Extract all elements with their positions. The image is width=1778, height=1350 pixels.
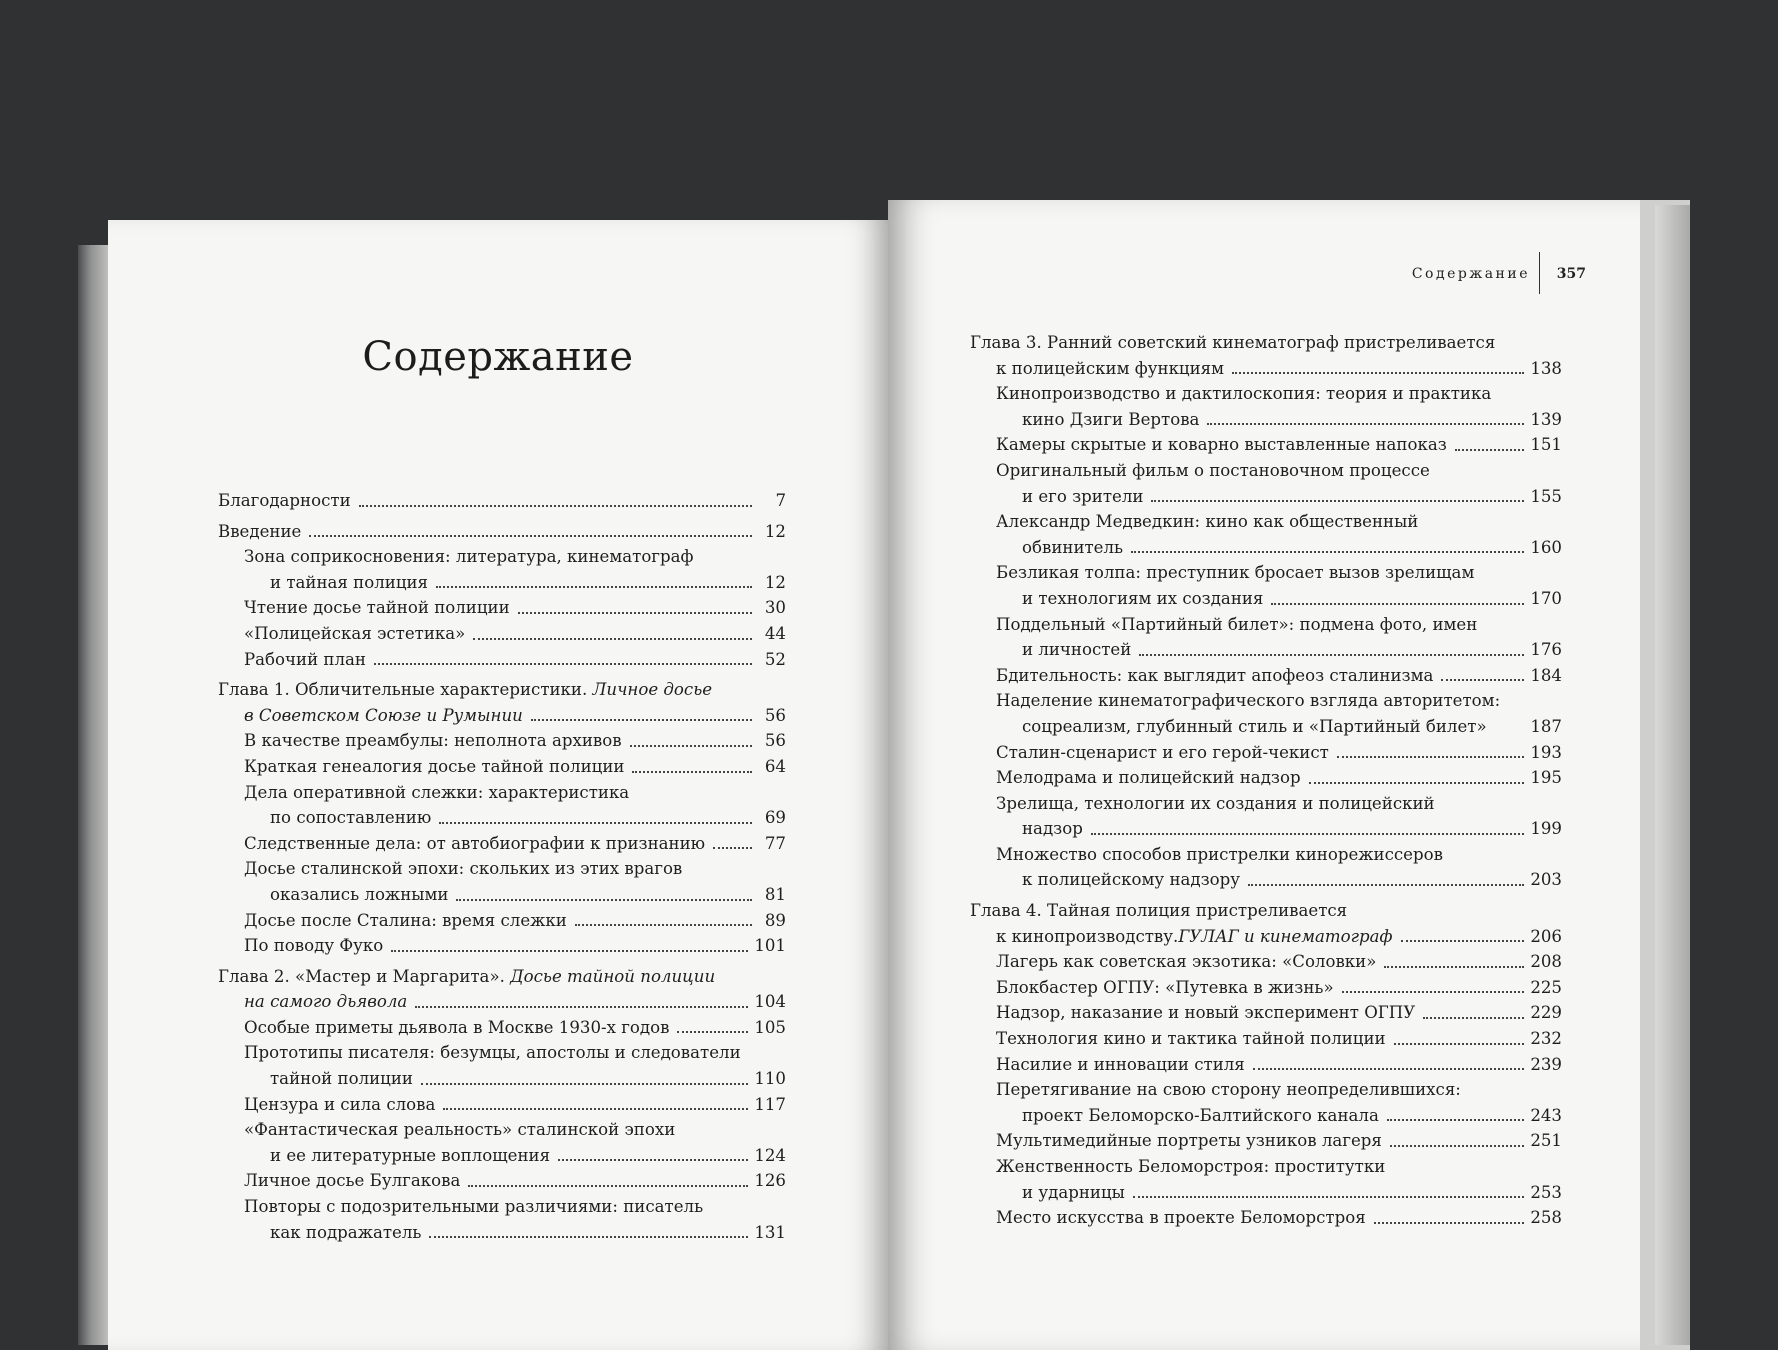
toc-text: Чтение досье тайной полиции [244, 598, 510, 618]
toc-text: Краткая генеалогия досье тайной полиции [244, 756, 625, 776]
toc-page-number: 117 [754, 1094, 786, 1114]
toc-entry [970, 791, 1562, 842]
dot-leader [1232, 372, 1524, 374]
toc-text: Повторы с подозрительными различиями: писатель [244, 1197, 704, 1217]
toc-page-number: 258 [1530, 1208, 1562, 1228]
toc-entry [218, 488, 786, 514]
toc-text: Множество способов пристрелки кинорежиссеров [996, 844, 1443, 864]
running-title: Содержание [1411, 266, 1530, 282]
toc-page-number: 151 [1530, 435, 1562, 455]
toc-line [970, 791, 1562, 817]
toc-text: «Фантастическая реальность» сталинской эпохи [244, 1120, 676, 1140]
dot-leader [1253, 1068, 1525, 1070]
toc-page-number: 195 [1530, 768, 1562, 788]
toc-line [218, 1040, 786, 1066]
dot-leader [429, 1236, 748, 1238]
toc-line [970, 1154, 1562, 1180]
dot-leader [468, 1185, 748, 1187]
toc-line [218, 544, 786, 570]
toc-entry [970, 1000, 1562, 1026]
toc-line [970, 663, 1562, 689]
toc-text: Надзор, наказание и новый эксперимент ОГПУ [996, 1003, 1416, 1023]
toc-text: По поводу Фуко [244, 936, 384, 956]
toc-line [970, 740, 1562, 766]
toc-line [970, 975, 1562, 1001]
toc-page-number: 56 [764, 705, 786, 725]
toc-entry [970, 1077, 1562, 1128]
toc-line [970, 535, 1562, 561]
toc-line [218, 754, 786, 780]
toc-line [218, 856, 786, 882]
toc-text: Личное досье Булгакова [244, 1171, 461, 1191]
dot-leader [1342, 991, 1525, 993]
toc-text: В качестве преамбулы: неполнота архивов [244, 731, 622, 751]
book-edge-left [78, 245, 108, 1345]
toc-text: оказались ложными [270, 884, 449, 904]
toc-line [970, 1026, 1562, 1052]
toc-line [218, 1015, 786, 1041]
toc-page-number: 69 [764, 808, 786, 828]
toc-text: тайной полиции [270, 1069, 413, 1089]
dot-leader [531, 719, 752, 721]
toc-page-number: 44 [764, 623, 786, 643]
toc-page-number: 193 [1530, 742, 1562, 762]
toc-text: Дела оперативной слежки: характеристика [244, 782, 630, 802]
toc-entry [970, 612, 1562, 663]
toc-line [970, 688, 1562, 714]
toc-page-number: 12 [764, 521, 786, 541]
toc-entry [970, 1026, 1562, 1052]
toc-page-number: 77 [764, 833, 786, 853]
dot-leader [1207, 423, 1524, 425]
toc-entry [970, 740, 1562, 766]
toc-page-number: 208 [1530, 952, 1562, 972]
dot-leader [421, 1083, 748, 1085]
toc-text: и тайная полиция [270, 572, 429, 592]
toc-text: Блокбастер ОГПУ: «Путевка в жизнь» [996, 977, 1334, 997]
toc-text: Мультимедийные портреты узников лагеря [996, 1131, 1382, 1151]
dot-leader [1401, 940, 1525, 942]
dot-leader [1455, 449, 1525, 451]
dot-leader [1248, 884, 1524, 886]
toc-entry [218, 1168, 786, 1194]
toc-entry [970, 975, 1562, 1001]
toc-text: Досье после Сталина: время слежки [244, 910, 567, 930]
toc-text: Женственность Беломорстроя: проститутки [996, 1157, 1386, 1176]
dot-leader [1151, 500, 1524, 502]
toc-text: Цензура и сила слова [244, 1094, 436, 1114]
toc-text: Глава 3. Ранний советский кинематограф пристреливается [970, 333, 1496, 352]
toc-text: Бдительность: как выглядит апофеоз сталинизма [996, 665, 1434, 685]
toc-entry [970, 765, 1562, 791]
dot-leader [309, 535, 752, 537]
toc-line [970, 330, 1562, 356]
toc-text: Наделение кинематографического взгляда авторитетом: [996, 691, 1501, 711]
toc-page-number: 138 [1530, 358, 1562, 378]
toc-line [218, 882, 786, 908]
toc-text: проект Беломорско-Балтийского канала [1022, 1105, 1379, 1125]
dot-leader [1133, 1196, 1524, 1198]
toc-text: кино Дзиги Вертова [1022, 409, 1200, 429]
toc-line [970, 898, 1562, 924]
toc-text: Место искусства в проекте Беломорстроя [996, 1208, 1366, 1228]
toc-line [218, 595, 786, 621]
toc-page-number: 253 [1530, 1182, 1562, 1202]
dot-leader [1271, 603, 1524, 605]
toc-line [218, 647, 786, 673]
dot-leader [1387, 1119, 1524, 1121]
toc-line [218, 1117, 786, 1143]
toc-entry [218, 519, 786, 545]
toc-entry [218, 647, 786, 673]
toc-page-number: 64 [764, 756, 786, 776]
toc-line [970, 714, 1562, 740]
toc-text: Поддельный «Партийный билет»: подмена фото, имен [996, 614, 1478, 634]
dot-leader [518, 612, 752, 614]
dot-leader [677, 1031, 748, 1033]
toc-page-number: 101 [754, 936, 786, 956]
toc-line [970, 1000, 1562, 1026]
dot-leader [1131, 551, 1524, 553]
toc-text: Глава 1. Обличительные характеристики. [218, 680, 588, 700]
toc-entry [970, 1205, 1562, 1231]
toc-entry [970, 1154, 1562, 1205]
toc-page-number: 81 [764, 884, 786, 904]
running-header-rule [1539, 252, 1540, 294]
toc-line [970, 1103, 1562, 1129]
toc-text: Глава 4. Тайная полиция пристреливается [970, 901, 1348, 921]
dot-leader [391, 950, 748, 952]
toc-text: Следственные дела: от автобиографии к признанию [244, 833, 706, 853]
toc-line [970, 949, 1562, 975]
toc-line [218, 519, 786, 545]
dot-leader [1337, 756, 1525, 758]
toc-line [218, 780, 786, 806]
toc-entry [218, 621, 786, 647]
toc-text: Зона соприкосновения: литература, кинематограф [244, 547, 694, 567]
toc-text: по сопоставлению [270, 808, 432, 828]
dot-leader [1374, 1222, 1525, 1224]
toc-text: Камеры скрытые и коварно выставленные напоказ [996, 435, 1447, 455]
toc-line [218, 805, 786, 831]
toc-line [970, 560, 1562, 586]
toc-line [218, 989, 786, 1015]
dot-leader [374, 663, 752, 665]
toc-text: Насилие и инновации стиля [996, 1054, 1245, 1074]
toc-entry [218, 1040, 786, 1091]
dot-leader [456, 899, 752, 901]
dot-leader [439, 822, 752, 824]
dot-leader [575, 924, 752, 926]
toc-entry [218, 728, 786, 754]
toc-entry [970, 1128, 1562, 1154]
toc-entry [970, 688, 1562, 739]
toc-text: соцреализм, глубинный стиль и «Партийный билет» [1022, 716, 1487, 736]
toc-entry [970, 509, 1562, 560]
toc-page-number: 131 [754, 1222, 786, 1242]
toc-entry [218, 933, 786, 959]
toc-text: к полицейским функциям [996, 358, 1225, 378]
toc-text: Введение [218, 521, 302, 541]
toc-text: к кинопроизводству. [996, 926, 1179, 946]
toc-text: Прототипы писателя: безумцы, апостолы и следователи [244, 1043, 741, 1063]
toc-entry [218, 1117, 786, 1168]
toc-text: в Советском Союзе и Румынии [244, 705, 523, 725]
toc-line [970, 356, 1562, 382]
toc-entry [218, 1015, 786, 1041]
toc-text: Перетягивание на свою сторону неопределившихся: [996, 1080, 1461, 1100]
toc-entry [218, 856, 786, 907]
toc-line [970, 484, 1562, 510]
toc-page-number: 30 [764, 598, 786, 618]
toc-line [218, 1066, 786, 1092]
toc-entry [970, 432, 1562, 458]
toc-text: к полицейскому надзору [1022, 870, 1241, 890]
toc-line [970, 867, 1562, 893]
toc-entry [218, 780, 786, 831]
toc-line [218, 1143, 786, 1169]
toc-line [970, 407, 1562, 433]
toc-entry [970, 560, 1562, 611]
toc-entry [970, 949, 1562, 975]
dot-leader [473, 638, 752, 640]
toc-line [970, 1128, 1562, 1154]
toc-entry [218, 754, 786, 780]
toc-entry [970, 381, 1562, 432]
toc-text: надзор [1022, 819, 1083, 839]
toc-line [970, 1180, 1562, 1206]
toc-line [218, 1092, 786, 1118]
dot-leader [630, 745, 752, 747]
toc-entry [970, 663, 1562, 689]
toc-text: Мелодрама и полицейский надзор [996, 768, 1301, 788]
toc-text: Александр Медведкин: кино как общественный [996, 512, 1419, 532]
toc-line [218, 703, 786, 729]
toc-left [218, 488, 786, 1245]
toc-line [970, 458, 1562, 484]
toc-entry [218, 964, 786, 1015]
toc-page-number: 12 [764, 572, 786, 592]
toc-text: обвинитель [1022, 537, 1124, 557]
toc-page-number: 126 [754, 1171, 786, 1191]
toc-text: Досье сталинской эпохи: скольких из этих врагов [244, 859, 683, 879]
toc-entry [218, 595, 786, 621]
toc-line [970, 509, 1562, 535]
toc-text: и ее литературные воплощения [270, 1145, 551, 1165]
toc-text: «Полицейская эстетика» [244, 623, 466, 643]
toc-page-number: 160 [1530, 537, 1562, 557]
book-page-stack [1655, 205, 1690, 1345]
dot-leader [1091, 833, 1524, 835]
toc-entry [970, 898, 1562, 949]
toc-entry [218, 831, 786, 857]
toc-line [970, 381, 1562, 407]
toc-text: и технологиям их создания [1022, 588, 1264, 608]
toc-page-number: 184 [1530, 665, 1562, 685]
dot-leader [1139, 654, 1524, 656]
toc-text: Кинопроизводство и дактилоскопия: теория и практика [996, 384, 1492, 404]
toc-text: на самого дьявола [244, 992, 408, 1012]
toc-page-number: 7 [775, 491, 786, 510]
toc-entry [218, 908, 786, 934]
toc-line [218, 964, 786, 990]
toc-entry [218, 1092, 786, 1118]
toc-text: Благодарности [218, 491, 351, 510]
toc-text: Глава 2. «Мастер и Маргарита». [218, 966, 505, 986]
toc-page-number: 176 [1530, 640, 1562, 660]
toc-page-number: 229 [1530, 1003, 1562, 1023]
toc-italic-text: Личное досье [592, 680, 713, 700]
toc-page-number: 170 [1530, 588, 1562, 608]
toc-page-number: 139 [1530, 409, 1562, 429]
toc-right [970, 330, 1562, 1231]
toc-line [970, 816, 1562, 842]
toc-line [970, 1077, 1562, 1103]
toc-italic-text: Досье тайной полиции [510, 966, 716, 986]
toc-text: Безликая толпа: преступник бросает вызов зрелищам [996, 563, 1475, 583]
dot-leader [1394, 1043, 1525, 1045]
toc-text: Технология кино и тактика тайной полиции [996, 1029, 1386, 1049]
toc-line [970, 1052, 1562, 1078]
toc-line [218, 933, 786, 959]
dot-leader [1384, 966, 1524, 968]
toc-line [218, 908, 786, 934]
dot-leader [1390, 1145, 1524, 1147]
toc-line [218, 570, 786, 596]
toc-line [970, 765, 1562, 791]
toc-entry [218, 1194, 786, 1245]
toc-page-number: 225 [1530, 977, 1562, 997]
toc-entry [970, 330, 1562, 381]
toc-text: Зрелища, технологии их создания и полицейский [996, 793, 1435, 813]
toc-line [970, 586, 1562, 612]
toc-page-number: 52 [764, 649, 786, 669]
toc-text: Лагерь как советская экзотика: «Соловки» [996, 952, 1377, 972]
toc-text: Рабочий план [244, 649, 366, 669]
toc-line [218, 831, 786, 857]
toc-page-number: 124 [754, 1145, 786, 1165]
left-page [108, 220, 888, 1350]
toc-entry [970, 1052, 1562, 1078]
toc-text: Особые приметы дьявола в Москве 1930-х годов [244, 1017, 670, 1037]
toc-line [218, 1194, 786, 1220]
toc-line [218, 1220, 786, 1246]
toc-line [218, 488, 786, 514]
toc-line [970, 842, 1562, 868]
toc-page-number: 232 [1530, 1029, 1562, 1049]
toc-page-number: 110 [754, 1069, 786, 1089]
toc-entry [218, 677, 786, 728]
toc-page-number: 187 [1530, 716, 1562, 736]
toc-text: Оригинальный фильм о постановочном процессе [996, 460, 1430, 480]
toc-page-number: 206 [1530, 926, 1562, 946]
dot-leader [1309, 782, 1525, 784]
toc-entry [970, 842, 1562, 893]
toc-page-number: 105 [754, 1017, 786, 1037]
toc-line [218, 677, 786, 703]
toc-entry [218, 544, 786, 595]
toc-line [970, 432, 1562, 458]
dot-leader [443, 1108, 748, 1110]
toc-text: и личностей [1022, 640, 1132, 660]
page-number: 357 [1556, 266, 1586, 282]
toc-page-number: 199 [1530, 819, 1562, 839]
dot-leader [415, 1006, 748, 1008]
toc-page-number: 155 [1530, 486, 1562, 506]
toc-page-number: 56 [764, 731, 786, 751]
toc-text: Сталин-сценарист и его герой-чекист [996, 742, 1329, 762]
toc-page-number: 104 [754, 992, 786, 1012]
toc-italic-text: ГУЛАГ и кинематограф [1178, 926, 1393, 946]
toc-page-number: 239 [1530, 1054, 1562, 1074]
dot-leader [1423, 1017, 1524, 1019]
toc-text: и ударницы [1022, 1182, 1125, 1202]
dot-leader [632, 771, 752, 773]
right-page [888, 200, 1640, 1350]
toc-line [970, 924, 1562, 950]
toc-line [218, 1168, 786, 1194]
dot-leader [558, 1159, 748, 1161]
toc-page-number: 243 [1530, 1105, 1562, 1125]
dot-leader [359, 505, 752, 507]
toc-line [970, 612, 1562, 638]
toc-page-number: 89 [764, 910, 786, 930]
toc-text: как подражатель [270, 1222, 422, 1242]
toc-page-number: 203 [1530, 870, 1562, 890]
dot-leader [436, 586, 752, 588]
toc-text: и его зрители [1022, 486, 1144, 506]
toc-entry [970, 458, 1562, 509]
dot-leader [1441, 679, 1524, 681]
page-title: Содержание [362, 334, 634, 380]
toc-line [218, 728, 786, 754]
dot-leader [713, 847, 752, 849]
toc-line [970, 637, 1562, 663]
toc-line [970, 1205, 1562, 1231]
toc-line [218, 621, 786, 647]
toc-page-number: 251 [1530, 1131, 1562, 1151]
